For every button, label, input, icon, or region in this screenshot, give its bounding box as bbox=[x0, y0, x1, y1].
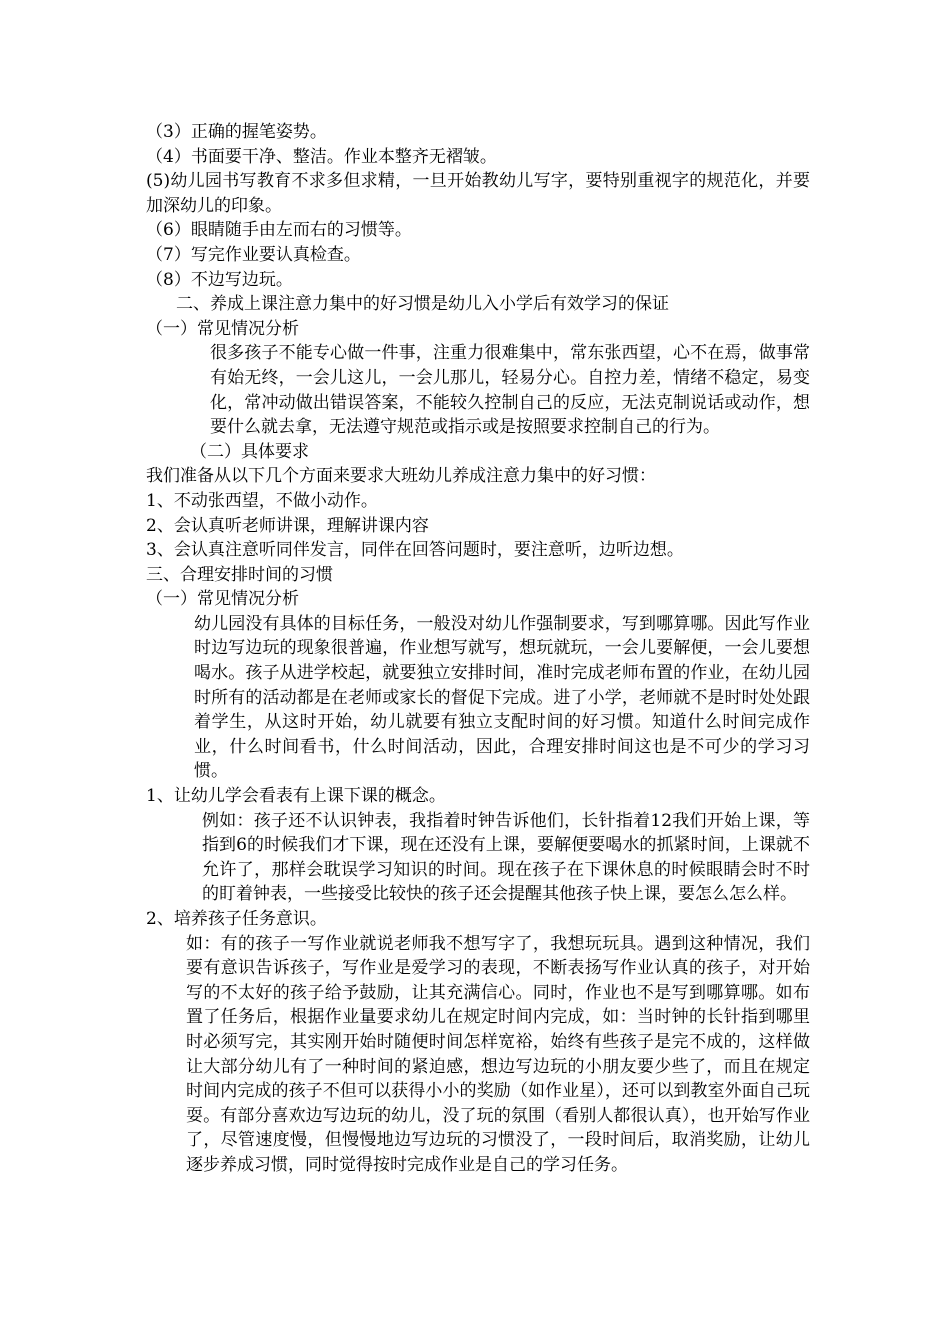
body-paragraph: 例如：孩子还不认识钟表，我指着时钟告诉他们，长针指着12我们开始上课，等指到6的时候我们才下课，现在还没有上课，要解便要喝水的抓紧时间，上课就不允许了，那样会耽误学习知识的时间。现在孩子在下课休息的时候眼睛会时不时的盯着钟表，一些接受比较快的孩子还会提醒其他孩子快上课，要怎么怎么样。 bbox=[202, 810, 810, 905]
list-item: 1、不动张西望，不做小动作。 bbox=[146, 490, 378, 511]
list-item-5: (5)幼儿园书写教育不求多但求精，一旦开始教幼儿写字，要特别重视字的规范化，并要加深幼儿的印象。 bbox=[146, 171, 810, 216]
document-body bbox=[146, 120, 810, 1178]
body-paragraph: 很多孩子不能专心做一件事，注重力很难集中，常东张西望，心不在焉，做事常有始无终，一会儿这儿，一会儿那儿，轻易分心。自控力差，情绪不稳定，易变化，常冲动做出错误答案，不能较久控制自己的反应，无法克制说话或动作，想要什么就去拿，无法遵守规范或指示或是按照要求控制自己的行为。 bbox=[210, 343, 810, 438]
list-item: 2、培养孩子任务意识。 bbox=[146, 909, 327, 929]
list-item-7: （7）写完作业要认真检查。 bbox=[146, 244, 361, 265]
body-paragraph: 幼儿园没有具体的目标任务，一般没对幼儿作强制要求，写到哪算哪。因此写作业时边写边玩的现象很普遍，作业想写就写，想玩就玩，一会儿要解便，一会儿要想喝水。孩子从进学校起，就要独立安排时间，准时完成老师布置的作业，在幼儿园时所有的活动都是在老师或家长的督促下完成。进了小学，老师就不是时时处处跟着学生，从这时开始，幼儿就要有独立支配时间的好习惯。知道什么时间完成作业，什么时间看书，什么时间活动，因此，合理安排时间这也是不可少的学习习惯。 bbox=[194, 613, 810, 782]
subsection-heading: （一）常见情况分析 bbox=[146, 318, 299, 339]
list-item: 3、会认真注意听同伴发言，同伴在回答问题时，要注意听，边听边想。 bbox=[146, 540, 684, 561]
list-item: 1、让幼儿学会看表有上课下课的概念。 bbox=[146, 786, 446, 807]
list-item-6: （6）眼睛随手由左而右的习惯等。 bbox=[146, 220, 412, 241]
list-item-8: （8）不边写边玩。 bbox=[146, 269, 293, 290]
section-heading-3: 三、合理安排时间的习惯 bbox=[146, 564, 333, 585]
section-heading-2: 二、养成上课注意力集中的好习惯是幼儿入小学后有效学习的保证 bbox=[176, 294, 669, 315]
list-item-4: （4）书面要干净、整洁。作业本整齐无褶皱。 bbox=[146, 146, 497, 167]
list-item: 2、会认真听老师讲课，理解讲课内容 bbox=[146, 515, 429, 536]
subsection-heading: （一）常见情况分析 bbox=[146, 589, 299, 610]
body-paragraph: 如：有的孩子一写作业就说老师我不想写字了，我想玩玩具。遇到这种情况，我们要有意识告诉孩子，写作业是爱学习的表现，不断表扬写作业认真的孩子，对开始写的不太好的孩子给予鼓励，让其充满信心。同时，作业也不是写到哪算哪。如布置了任务后，根据作业量要求幼儿在规定时间内完成，如：当时钟的长针指到哪里时必须写完，其实刚开始时随便时间怎样宽裕，始终有些孩子是完不成的，这样做让大部分幼儿有了一种时间的紧迫感，想边写边玩的小朋友要少些了，而且在规定时间内完成的孩子不但可以获得小小的奖励（如作业星），还可以到教室外面自己玩耍。有部分喜欢边写边玩的幼儿，没了玩的氛围（看别人都很认真），也开始写作业了，尽管速度慢，但慢慢地边写边玩的习惯没了，一段时间后，取消奖励，让幼儿逐步养成习惯，同时觉得按时完成作业是自己的学习任务。 bbox=[186, 933, 810, 1175]
subsection-heading: （二）具体要求 bbox=[190, 441, 309, 462]
body-paragraph: 我们准备从以下几个方面来要求大班幼儿养成注意力集中的好习惯： bbox=[146, 466, 656, 487]
list-item-3: （3）正确的握笔姿势。 bbox=[146, 122, 327, 142]
